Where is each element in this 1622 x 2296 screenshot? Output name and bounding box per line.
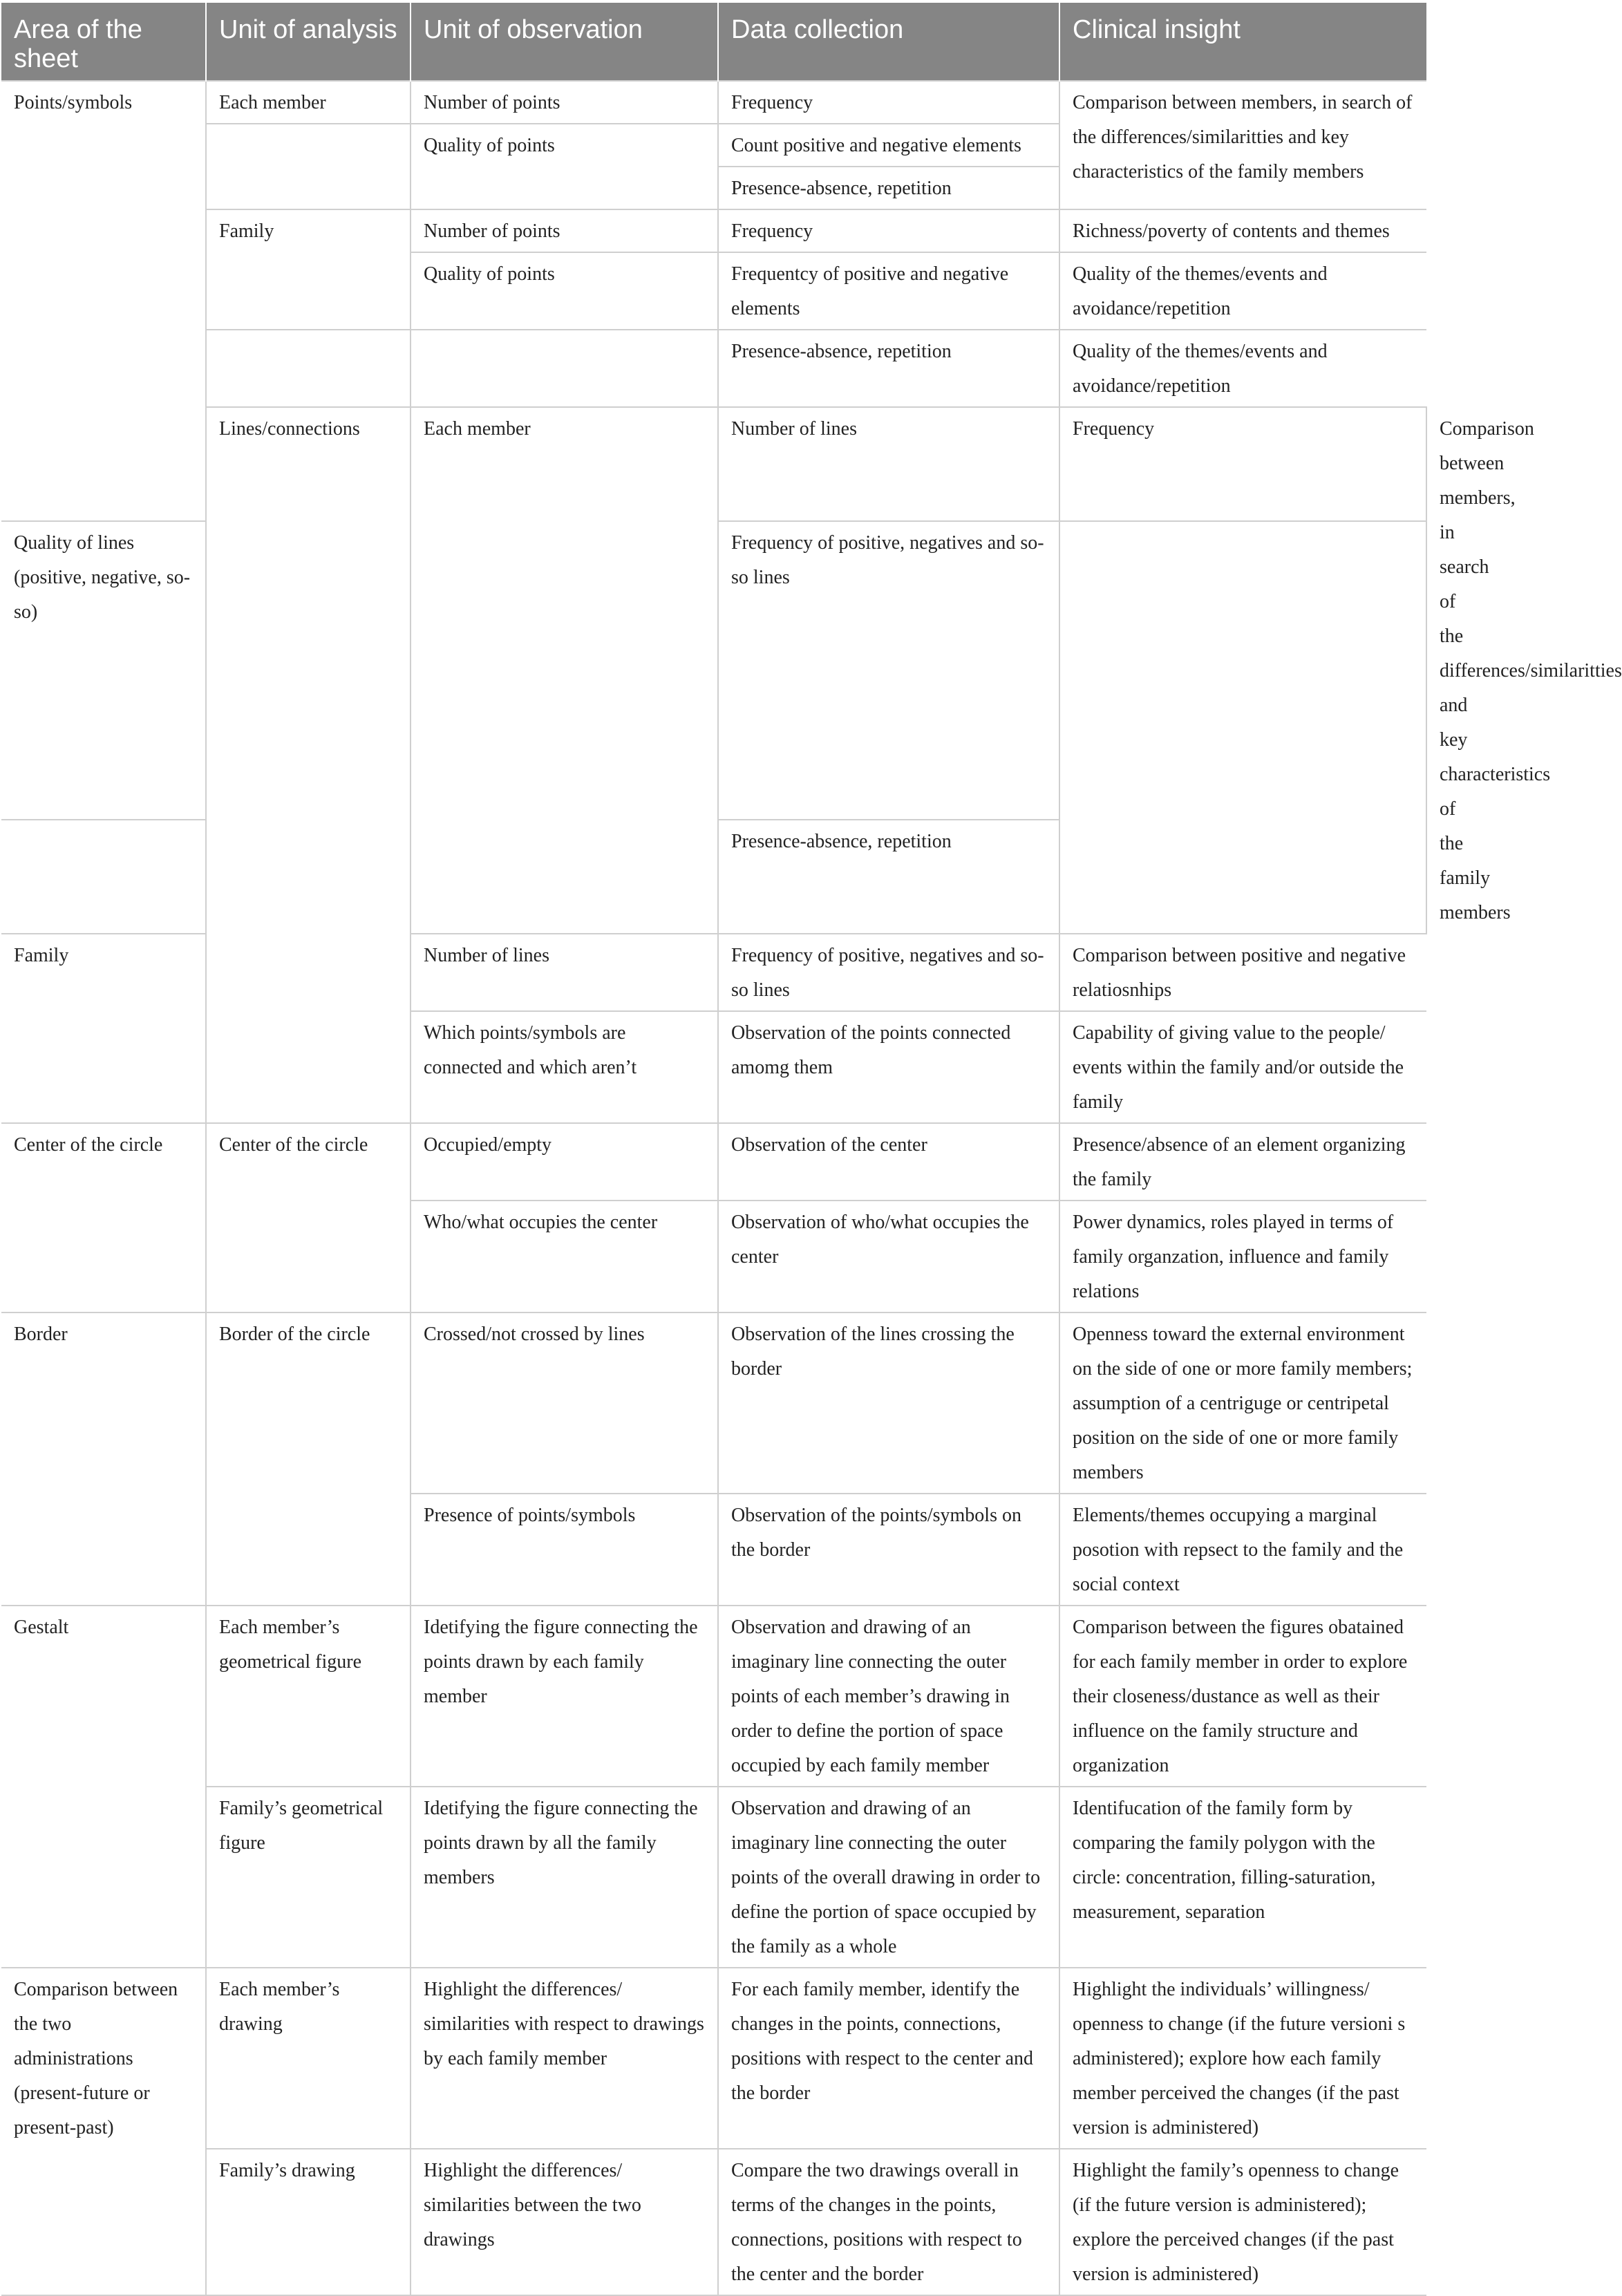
- table-cell: Comparison between positive and negative relatiosnhips: [1059, 934, 1426, 1011]
- table-row: [1, 330, 1426, 407]
- table-cell: Frequency: [718, 209, 1059, 252]
- table-cell: Highlight the differences/ similarities between the two drawings: [411, 2149, 718, 2295]
- table-cell: Comparison between the figures obatained for each family member in order to explore their closeness/dustance as well as their influence on the family structure and organization: [1059, 1606, 1426, 1787]
- table-cell: Points/symbols: [1, 81, 206, 521]
- table-cell: Presence-absence, repetition: [718, 330, 1059, 407]
- table-cell: Presence of points/symbols: [411, 1494, 718, 1606]
- table-cell: Frequency of positive, negatives and so-so lines: [718, 934, 1059, 1011]
- table-cell: Number of points: [411, 209, 718, 252]
- table-cell: Compare the two drawings overall in terms of the changes in the points, connections, positions with respect to the center and the border: [718, 2149, 1059, 2295]
- table-cell: Comparison between members, in search of the differences/similaritties and key characteristics of the family members: [1059, 81, 1426, 209]
- table-cell: Power dynamics, roles played in terms of family organzation, influence and family relations: [1059, 1201, 1426, 1312]
- table-row: [1, 1968, 1426, 2149]
- table-cell: Idetifying the figure connecting the points drawn by all the family members: [411, 1787, 718, 1968]
- table-cell: Openness toward the external environment on the side of one or more family members; assumption of a centriguge or centripetal position on the side of one or more family members: [1059, 1312, 1426, 1494]
- table-row: [1, 1606, 1426, 1787]
- table-cell: Presence-absence, repetition: [718, 167, 1059, 209]
- table-cell: Count positive and negative elements: [718, 124, 1059, 167]
- header-data-collection: Data collection: [718, 3, 1059, 81]
- header-unit-of-analysis: Unit of analysis: [206, 3, 411, 81]
- table-row: Lines/connections Each member Number of lines Frequency Comparison between members, in search of the differences/similaritties and key characteristics of the family members: [1, 407, 1426, 521]
- table-cell: Presence/absence of an element organizing the family: [1059, 1123, 1426, 1201]
- table-cell: Identifucation of the family form by comparing the family polygon with the circle: concentration, filling-saturation, measurement, separation: [1059, 1787, 1426, 1968]
- table-header-row: [1, 3, 1426, 81]
- table-cell: Observation of the center: [718, 1123, 1059, 1201]
- table-cell: Occupied/empty: [411, 1123, 718, 1201]
- table-cell: Family: [206, 209, 411, 330]
- table-row: [1, 1312, 1426, 1494]
- table-cell: Family’s drawing: [206, 2149, 411, 2295]
- table-cell: Quality of points: [411, 124, 718, 209]
- table-cell: Quality of points: [411, 252, 718, 330]
- table-cell: Presence-absence, repetition: [718, 820, 1059, 934]
- table-cell: Quality of lines (positive, negative, so-so): [1, 521, 206, 820]
- table-cell: Lines/connections: [206, 407, 411, 1123]
- table-cell: Quality of the themes/events and avoidance/repetition: [1059, 330, 1426, 407]
- table-row: [1, 2149, 1426, 2295]
- table-cell: [206, 124, 411, 209]
- table-cell: Observation of the lines crossing the border: [718, 1312, 1059, 1494]
- table-row: [1, 209, 1426, 252]
- table-cell: Each member’s geometrical figure: [206, 1606, 411, 1787]
- table-cell: [1, 820, 206, 934]
- table-cell: Richness/poverty of contents and themes: [1059, 209, 1426, 252]
- header-area-of-sheet: Area of the sheet: [1, 3, 206, 81]
- table-cell: Number of lines: [411, 934, 718, 1011]
- table-cell: Gestalt: [1, 1606, 206, 1968]
- table-cell: [206, 330, 411, 407]
- table-row: [1, 81, 1426, 124]
- table-cell: Crossed/not crossed by lines: [411, 1312, 718, 1494]
- table-cell: Center of the circle: [1, 1123, 206, 1312]
- table-cell: Capability of giving value to the people/ events within the family and/or outside the family: [1059, 1011, 1426, 1123]
- table-row: [1, 1787, 1426, 1968]
- table-cell: Number of lines: [718, 407, 1059, 521]
- table-cell: Number of points: [411, 81, 718, 124]
- table-cell: Observation and drawing of an imaginary line connecting the outer points of the overall drawing in order to define the portion of space occupied by the family as a whole: [718, 1787, 1059, 1968]
- table-cell: Idetifying the figure connecting the points drawn by each family member: [411, 1606, 718, 1787]
- table-cell: Center of the circle: [206, 1123, 411, 1312]
- table-cell: Observation of the points/symbols on the border: [718, 1494, 1059, 1606]
- table-cell: Each member: [411, 407, 718, 934]
- table-cell: Comparison between the two administrations (present-future or present-past): [1, 1968, 206, 2295]
- table-cell: Family’s geometrical figure: [206, 1787, 411, 1968]
- header-clinical-insight: Clinical insight: [1059, 3, 1426, 81]
- table-cell: Which points/symbols are connected and which aren’t: [411, 1011, 718, 1123]
- table-cell: Frequency: [1059, 407, 1426, 521]
- table-cell: Frequency: [718, 81, 1059, 124]
- table-cell: Frequentcy of positive and negative elements: [718, 252, 1059, 330]
- table-cell: Highlight the individuals’ willingness/ openness to change (if the future versioni s administered); explore how each family member perceived the changes (if the past version is administered): [1059, 1968, 1426, 2149]
- table-cell: Quality of the themes/events and avoidance/repetition: [1059, 252, 1426, 330]
- table-cell: Who/what occupies the center: [411, 1201, 718, 1312]
- table-cell: Observation of the points connected amomg them: [718, 1011, 1059, 1123]
- table-cell: Each member: [206, 81, 411, 124]
- table-cell: Each member’s drawing: [206, 1968, 411, 2149]
- table-cell: Family: [1, 934, 206, 1123]
- table-cell: Observation and drawing of an imaginary line connecting the outer points of each member’s drawing in order to define the portion of space occupied by each family member: [718, 1606, 1059, 1787]
- table-row: [1, 1123, 1426, 1201]
- table-cell: Highlight the differences/ similarities with respect to drawings by each family member: [411, 1968, 718, 2149]
- header-unit-of-observation: Unit of observation: [411, 3, 718, 81]
- table-cell: Border: [1, 1312, 206, 1606]
- table-cell: Highlight the family’s openness to change (if the future version is administered); explore the perceived changes (if the past version is administered): [1059, 2149, 1426, 2295]
- table-cell: For each family member, identify the changes in the points, connections, positions with respect to the center and the border: [718, 1968, 1059, 2149]
- table-cell: Frequency of positive, negatives and so-so lines: [718, 521, 1059, 820]
- table-cell: Observation of who/what occupies the center: [718, 1201, 1059, 1312]
- table-cell: Border of the circle: [206, 1312, 411, 1606]
- table-body: [1, 81, 1622, 2295]
- table-cell: [411, 330, 718, 407]
- table-cell: Elements/themes occupying a marginal posotion with repsect to the family and the social context: [1059, 1494, 1426, 1606]
- analysis-grid-table: [1, 3, 1622, 2296]
